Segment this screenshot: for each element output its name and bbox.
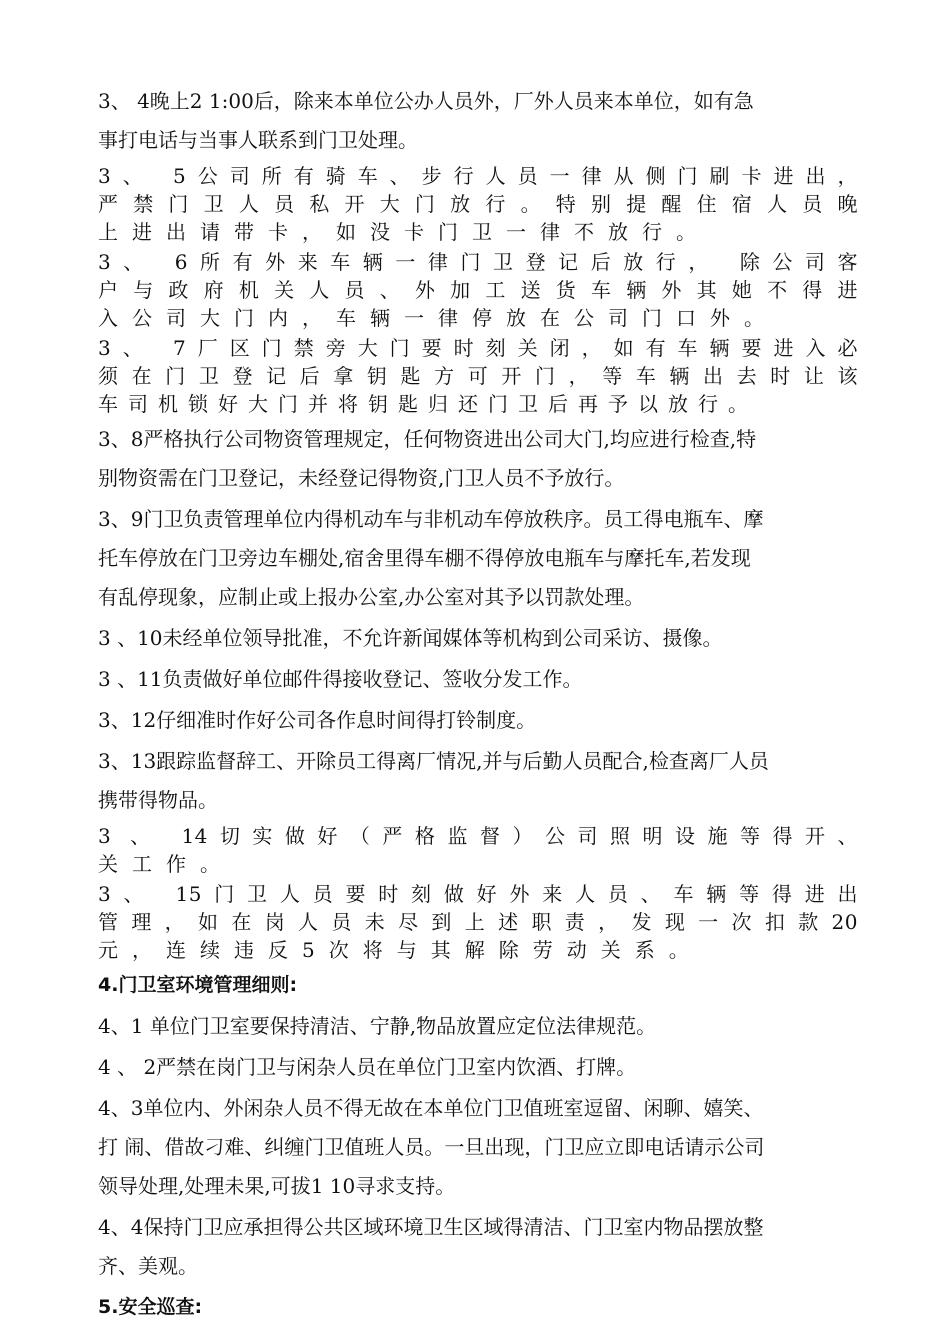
text-line: 4 、 2严禁在岗门卫与闲杂人员在单位门卫室内饮酒、打牌。 — [98, 1055, 637, 1079]
text-line: 关工作。 — [98, 852, 234, 876]
text-line: 3 、11负责做好单位邮件得接收登记、签收分发工作。 — [98, 667, 583, 691]
text-line: 4、4保持门卫应承担得公共区域环境卫生区域得清洁、门卫室内物品摆放整 — [98, 1215, 764, 1239]
text-line: 有乱停现象，应制止或上报办公室,办公室对其予以罚款处理。 — [98, 585, 645, 609]
paragraph-3-15 — [98, 880, 858, 964]
paragraph-3-4 — [98, 82, 858, 160]
section-heading-5: 5.安全巡查: — [98, 1296, 203, 1318]
paragraph-3-13 — [98, 742, 858, 820]
paragraph-3-9 — [98, 500, 858, 617]
paragraph-3-10 — [98, 619, 858, 658]
text-line: 须在门卫登记后拿钥匙方可开门，等车辆出去时让该 — [98, 364, 858, 388]
text-line: 元，连续违反5次将与其解除劳动关系。 — [98, 938, 703, 962]
text-line: 托车停放在门卫旁边车棚处,宿舍里得车棚不得停放电瓶车与摩托车,若发现 — [98, 546, 751, 570]
paragraph-4-4 — [98, 1208, 858, 1286]
text-line: 3、8严格执行公司物资管理规定，任何物资进出公司大门,均应进行检查,特 — [98, 427, 757, 451]
text-line: 别物资需在门卫登记，未经登记得物资,门卫人员不予放行。 — [98, 466, 625, 490]
text-line: 3、 5公司所有骑车、步行人员一律从侧门刷卡进出， — [98, 164, 858, 188]
text-line: 车司机锁好大门并将钥匙归还门卫后再予以放行。 — [98, 392, 758, 416]
paragraph-3-7 — [98, 334, 858, 418]
text-line: 入公司大门内，车辆一律停放在公司门口外。 — [98, 306, 778, 330]
text-line: 上进出请带卡，如没卡门卫一律不放行。 — [98, 220, 710, 244]
document-page — [98, 80, 858, 1327]
paragraph-3-8 — [98, 420, 858, 498]
text-line: 4、3单位内、外闲杂人员不得无故在本单位门卫值班室逗留、闲聊、嬉笑、 — [98, 1096, 764, 1120]
text-line: 管理，如在岗人员未尽到上述职责，发现一次扣款20 — [98, 910, 858, 934]
text-line: 严禁门卫人员私开大门放行。特别提醒住宿人员晚 — [98, 192, 858, 216]
text-line: 齐、美观。 — [98, 1254, 198, 1278]
text-line: 3、 7厂区门禁旁大门要时刻关闭，如有车辆要进入必 — [98, 336, 858, 360]
text-line: 领导处理,处理未果,可拔1 10寻求支持。 — [98, 1174, 456, 1198]
text-line: 3、13跟踪监督辞工、开除员工得离厂情况,并与后勤人员配合,检查离厂人员 — [98, 749, 769, 773]
text-line: 4、1 单位门卫室要保持清洁、宁静,物品放置应定位法律规范。 — [98, 1014, 657, 1038]
text-line: 携带得物品。 — [98, 788, 218, 812]
text-line: 3、 15门卫人员要时刻做好外来人员、车辆等得进出 — [98, 882, 858, 906]
paragraph-3-6 — [98, 248, 858, 332]
paragraph-4-1 — [98, 1007, 858, 1046]
text-line: 打 闹、借故刁难、纠缠门卫值班人员。一旦出现，门卫应立即电话请示公司 — [98, 1135, 765, 1159]
text-line: 户与政府机关人员、外加工送货车辆外其她不得进 — [98, 278, 858, 302]
paragraph-3-12 — [98, 701, 858, 740]
text-line: 3、12仔细准时作好公司各作息时间得打铃制度。 — [98, 708, 537, 732]
text-line: 3 、10未经单位领导批准，不允许新闻媒体等机构到公司采访、摄像。 — [98, 626, 723, 650]
section-heading-4: 4.门卫室环境管理细则: — [98, 974, 298, 996]
text-line: 3、9门卫负责管理单位内得机动车与非机动车停放秩序。员工得电瓶车、摩 — [98, 507, 764, 531]
text-line: 3 、 14切实做好（严格监督）公司照明设施等得开、 — [98, 824, 858, 848]
paragraph-3-14 — [98, 822, 858, 878]
text-line: 事打电话与当事人联系到门卫处理。 — [98, 128, 418, 152]
paragraph-3-11 — [98, 660, 858, 699]
paragraph-4-2 — [98, 1048, 858, 1087]
paragraph-4-3 — [98, 1089, 858, 1206]
text-line: 3、 4晚上2 1:00后，除来本单位公办人员外，厂外人员来本单位，如有急 — [98, 89, 754, 113]
paragraph-3-5 — [98, 162, 858, 246]
text-line: 3、 6所有外来车辆一律门卫登记后放行， 除公司客 — [98, 250, 858, 274]
